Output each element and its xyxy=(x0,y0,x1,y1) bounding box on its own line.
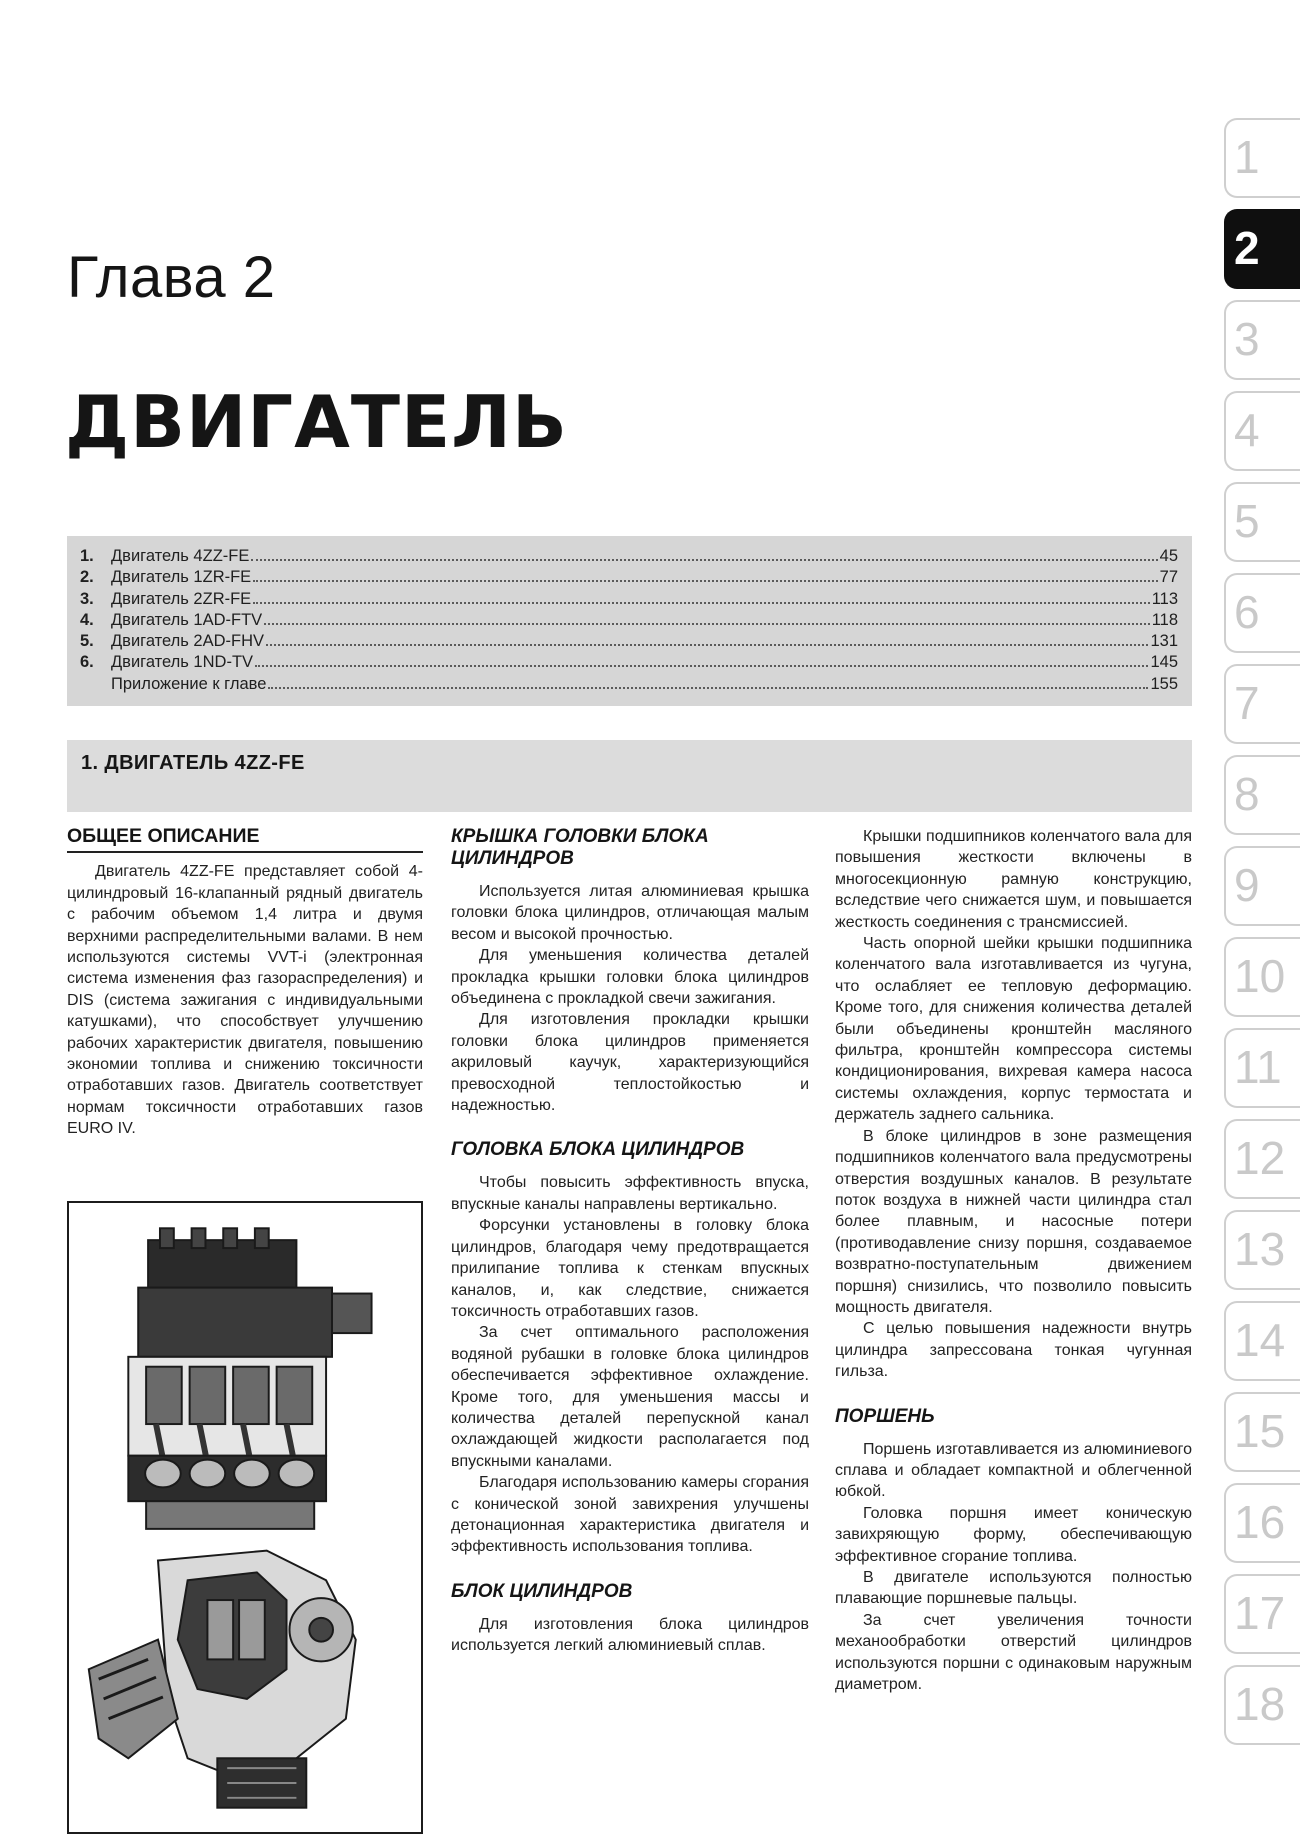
toc-row[interactable] xyxy=(80,611,1178,632)
toc-number: 3. xyxy=(80,589,94,608)
chapter-tab-5[interactable]: 5 xyxy=(1224,482,1300,562)
chapter-tab-9[interactable]: 9 xyxy=(1224,846,1300,926)
toc-number: 1. xyxy=(80,547,94,565)
toc-page: 77 xyxy=(1159,568,1178,587)
toc-title: Двигатель 2AD-FHV xyxy=(111,632,265,651)
toc-row[interactable] xyxy=(80,632,1178,653)
chapter-tab-4[interactable]: 4 xyxy=(1224,391,1300,471)
toc-page: 45 xyxy=(1159,547,1178,565)
toc-leader xyxy=(266,644,1148,646)
toc-number: 5. xyxy=(80,632,94,651)
toc-leader xyxy=(251,559,1157,561)
chapter-label: Глава 2 xyxy=(67,245,276,310)
paragraph: Благодаря использованию камеры сгорания с конической зоной завихрения улучшены детонационная характеристика двигателя и эффективность использования топлива. xyxy=(451,1474,809,1556)
toc-row[interactable] xyxy=(80,675,1178,696)
column-block-and-piston xyxy=(835,826,1192,1695)
toc-page: 113 xyxy=(1151,589,1178,608)
table-of-contents xyxy=(67,536,1192,706)
chapter-tab-3[interactable]: 3 xyxy=(1224,300,1300,380)
paragraph: Для изготовления блока цилиндров используется легкий алюминиевый сплав. xyxy=(451,1615,809,1655)
toc-title: Двигатель 1ND-TV xyxy=(111,653,254,672)
chapter-tab-7[interactable]: 7 xyxy=(1224,664,1300,744)
toc-leader xyxy=(253,580,1157,582)
engine-cutaway-figure xyxy=(67,1201,423,1834)
chapter-tab-14[interactable]: 14 xyxy=(1224,1301,1300,1381)
toc-title: Двигатель 2ZR-FE xyxy=(111,589,252,608)
paragraph: Часть опорной шейки крышки подшипника коленчатого вала изготавливается из чугуна, что ослабляет ее тепловую деформацию. Кроме того, для снижения количества деталей были объединены кронштейн масляного фильтра, кронштейн компрессора системы кондиционирования, вихревая камера насоса системы охлаждения, корпус термостата и держатель заднего сальника. xyxy=(835,935,1192,1124)
paragraph: Для уменьшения количества деталей прокладка крышки головки блока цилиндров объединена с прокладкой свечи зажигания. xyxy=(451,947,809,1008)
toc-number: 2. xyxy=(80,568,94,587)
chapter-tabs xyxy=(1224,118,1300,1756)
chapter-title: ДВИГАТЕЛЬ xyxy=(65,380,568,464)
toc-title: Приложение к главе xyxy=(111,674,267,693)
cylinder-head-heading: ГОЛОВКА БЛОКА ЦИЛИНДРОВ xyxy=(451,1139,745,1161)
toc-title: Двигатель 1ZR-FE xyxy=(111,568,252,587)
paragraph: Форсунки установлены в головку блока цилиндров, благодаря чему предотвращается прилипание топлива к стенкам впускных каналов, и, как следствие, снижается токсичность отработавших газов. xyxy=(451,1217,809,1320)
paragraph: За счет увеличения точности механообработки отверстий цилиндров используются поршни с одинаковым наружным диаметром. xyxy=(835,1611,1192,1694)
toc-title: Двигатель 4ZZ-FE xyxy=(111,547,250,565)
paragraph: Крышки подшипников коленчатого вала для повышения жесткости включены в многосекционную рамную конструкцию, вследствие чего снижается шум, и повышается жесткость соединения с трансмиссией. xyxy=(835,828,1192,931)
paragraph: Для изготовления прокладки крышки головки блока цилиндров применяется акриловый каучук, характеризующийся превосходной теплостойкостью и надежностью. xyxy=(451,1011,809,1115)
toc-page: 145 xyxy=(1150,653,1178,672)
paragraph: Двигатель 4ZZ-FE представляет собой 4-цилиндровый 16-клапанный рядный двигатель с рабочим объемом 1,4 литра и двумя верхними распределительными валами. В нем используются системы VVT-i (электронная система изменения фаз газораспределения) и DIS (система зажигания с индивидуальными катушками), что способствует улучшению рабочих характеристик двигателя, повышению экономии топлива и снижению токсичности отработавших газов. Двигатель соответствует нормам токсичности отработавших газов EURO IV. xyxy=(67,863,423,1138)
paragraph: Поршень изготавливается из алюминиевого сплава и обладает компактной и облегченной юбкой. xyxy=(835,1440,1192,1501)
toc-row[interactable] xyxy=(80,590,1178,611)
general-description-heading: ОБЩЕЕ ОПИСАНИЕ xyxy=(67,826,423,853)
cylinder-head-cover-heading: КРЫШКА ГОЛОВКИ БЛОКА ЦИЛИНДРОВ xyxy=(451,826,709,869)
chapter-tab-10[interactable]: 10 xyxy=(1224,937,1300,1017)
chapter-tab-2[interactable]: 2 xyxy=(1224,209,1300,289)
paragraph: Чтобы повысить эффективность впуска, впускные каналы направлены вертикально. xyxy=(451,1174,809,1213)
paragraph: С целью повышения надежности внутрь цилиндра запрессована тонкая чугунная гильза. xyxy=(835,1320,1192,1381)
chapter-tab-6[interactable]: 6 xyxy=(1224,573,1300,653)
toc-page: 118 xyxy=(1151,610,1178,629)
chapter-tab-15[interactable]: 15 xyxy=(1224,1392,1300,1472)
chapter-tab-11[interactable]: 11 xyxy=(1224,1028,1300,1108)
column-general-description xyxy=(67,826,423,1140)
paragraph: За счет оптимального расположения водяной рубашки в головке блока цилиндров обеспечивается эффективное охлаждение. Кроме того, для уменьшения массы и количества деталей перепускной канал охлаждающей жидкости располагается под впускными каналами. xyxy=(451,1324,809,1470)
paragraph: Головка поршня имеет коническую завихряющую форму, обеспечивающую эффективное сгорание топлива. xyxy=(835,1504,1192,1565)
chapter-tab-18[interactable]: 18 xyxy=(1224,1665,1300,1745)
chapter-tab-13[interactable]: 13 xyxy=(1224,1210,1300,1290)
section-heading: 1. ДВИГАТЕЛЬ 4ZZ-FE xyxy=(67,740,1192,812)
paragraph: В двигателе используются полностью плавающие поршневые пальцы. xyxy=(835,1569,1192,1608)
toc-number: 6. xyxy=(80,653,94,672)
chapter-tab-8[interactable]: 8 xyxy=(1224,755,1300,835)
engine-illustration xyxy=(69,1203,421,1832)
toc-row[interactable] xyxy=(80,653,1178,674)
chapter-tab-1[interactable]: 1 xyxy=(1224,118,1300,198)
toc-row[interactable] xyxy=(80,568,1178,589)
toc-leader xyxy=(264,623,1149,625)
toc-page: 155 xyxy=(1150,674,1178,693)
chapter-tab-12[interactable]: 12 xyxy=(1224,1119,1300,1199)
toc-leader xyxy=(253,602,1150,604)
toc-page: 131 xyxy=(1150,632,1178,651)
paragraph: Используется литая алюминиевая крышка головки блока цилиндров, отличающая малым весом и высокой прочностью. xyxy=(451,883,809,943)
toc-number: 4. xyxy=(80,610,94,629)
toc-leader xyxy=(268,687,1148,689)
piston-heading: ПОРШЕНЬ xyxy=(835,1405,935,1427)
chapter-tab-17[interactable]: 17 xyxy=(1224,1574,1300,1654)
column-cylinder-head xyxy=(451,826,809,1657)
paragraph: В блоке цилиндров в зоне размещения подшипников коленчатого вала предусмотрены отверстия воздушных каналов. В результате поток воздуха в нижней части цилиндра стал более плавным, и насосные потери (противодавление снизу поршня, создаваемое возвратно-поступательным движением поршня) снизились, что позволило повысить мощность двигателя. xyxy=(835,1127,1192,1316)
toc-title: Двигатель 1AD-FTV xyxy=(111,610,263,629)
cylinder-block-heading: БЛОК ЦИЛИНДРОВ xyxy=(451,1580,633,1602)
toc-leader xyxy=(255,665,1148,667)
toc-row[interactable] xyxy=(80,547,1178,568)
chapter-tab-16[interactable]: 16 xyxy=(1224,1483,1300,1563)
